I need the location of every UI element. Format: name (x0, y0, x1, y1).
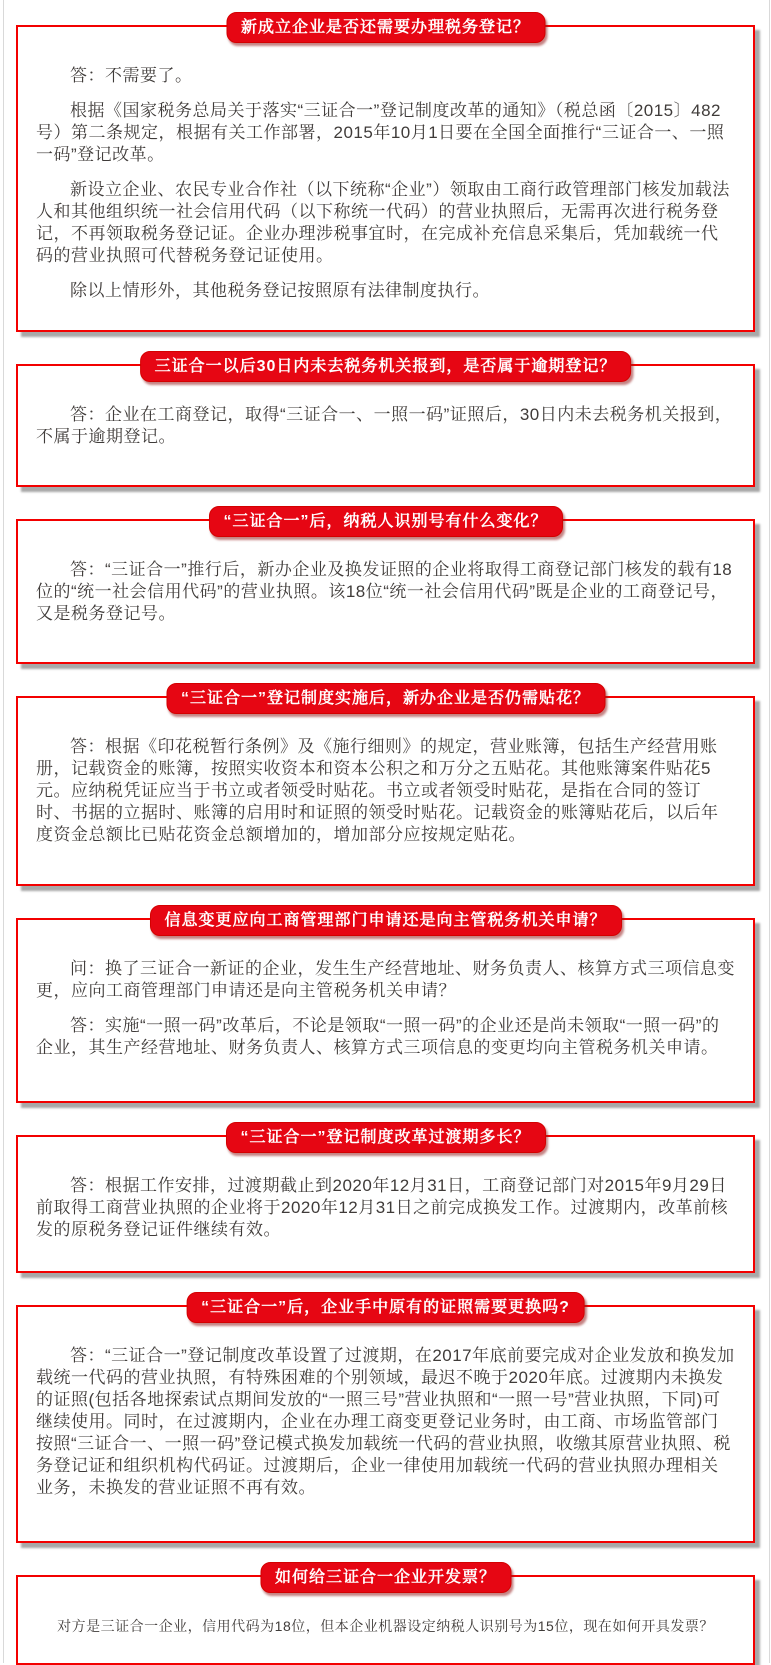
qa-paragraph: 根据《国家税务总局关于落实“三证合一”登记制度改革的通知》（税总函〔2015〕482号）第二条规定，根据有关工作部署，2015年10月1日要在全国全面推行“三证合一、一照一码”登记改革。 (36, 101, 725, 164)
qa-section-issue-invoice (16, 1569, 755, 1665)
section-body (36, 1345, 735, 1499)
qa-section-taxpayer-id-change (16, 513, 755, 664)
section-title-banner: “三证合一”后，纳税人识别号有什么变化？ (208, 506, 562, 537)
qa-section-info-change-authority (16, 912, 755, 1103)
qa-paragraph: 答：根据工作安排，过渡期截止到2020年12月31日，工商登记部门对2015年9月29日前取得工商营业执照的企业将于2020年12月31日之前完成换发工作。过渡期内，改革前核发的原税务登记证件继续有效。 (36, 1176, 729, 1239)
section-title-banner: 信息变更应向工商管理部门申请还是向主管税务机关申请？ (149, 905, 621, 936)
qa-section-new-company-tax-registration (16, 19, 755, 332)
qa-section-replace-old-licenses (16, 1299, 755, 1543)
qa-paragraph: 答：“三证合一”登记制度改革设置了过渡期，在2017年底前要完成对企业发放和换发加载统一代码的营业执照，有特殊困难的个别领域，最迟不晚于2020年底。过渡期内未换发的证照(包括各地探索试点期间发放的“一照三号”营业执照和“一照一号”营业执照，下同)可继续使用。同时，在过渡期内，企业在办理工商变更登记业务时，由工商、市场监管部门按照“三证合一、一照一码”登记模式换发加载统一代码的营业执照，收缴其原营业执照、税务登记证和组织机构代码证。过渡期后，企业一律使用加载统一代码的营业执照办理相关业务，未换发的营业证照不再有效。 (36, 1346, 735, 1497)
qa-paragraph: 答：实施“一照一码”改革后，不论是领取“一照一码”的企业还是尚未领取“一照一码”的企业，其生产经营地址、财务负责人、核算方式三项信息的变更均向主管税务机关申请。 (36, 1016, 720, 1057)
section-body (36, 404, 735, 448)
qa-section-30-days-overdue (16, 358, 755, 487)
section-title-banner: 如何给三证合一企业开发票？ (260, 1562, 511, 1593)
qa-paragraph: 答：“三证合一”推行后，新办企业及换发证照的企业将取得工商登记部门核发的载有18位的“统一社会信用代码”的营业执照。该18位“统一社会信用代码”既是企业的工商登记号，又是税务登记号。 (36, 560, 733, 623)
qa-section-transition-period-length (16, 1129, 755, 1273)
qa-section-stamp-duty (16, 690, 755, 886)
qa-paragraph: 对方是三证合一企业，信用代码为18位，但本企业机器设定纳税人识别号为15位，现在如何开具发票？ (57, 1618, 714, 1634)
section-title-banner: “三证合一”登记制度实施后，新办企业是否仍需贴花？ (166, 683, 605, 714)
section-title-banner: “三证合一”登记制度改革过渡期多长？ (225, 1122, 545, 1153)
section-body (36, 1175, 735, 1241)
section-body (36, 65, 735, 302)
section-body (36, 1615, 735, 1637)
section-body (36, 958, 735, 1059)
section-body (36, 736, 735, 846)
qa-paragraph: 新设立企业、农民专业合作社（以下统称“企业”）领取由工商行政管理部门核发加载法人和其他组织统一社会信用代码（以下称统一代码）的营业执照后，无需再次进行税务登记，不再领取税务登记证。企业办理涉税事宜时，在完成补充信息采集后，凭加载统一代码的营业执照可代替税务登记证使用。 (36, 180, 730, 265)
section-body (36, 559, 735, 625)
qa-paragraph: 问：换了三证合一新证的企业，发生生产经营地址、财务负责人、核算方式三项信息变更，应向工商管理部门申请还是向主管税务机关申请？ (36, 959, 735, 1000)
qa-paragraph: 除以上情形外，其他税务登记按照原有法律制度执行。 (70, 281, 490, 300)
qa-paragraph: 答：根据《印花税暂行条例》及《施行细则》的规定，营业账簿，包括生产经营用账册，记载资金的账簿，按照实收资本和资本公积之和万分之五贴花。其他账簿案件贴花5元。应纳税凭证应当于书立或者领受时贴花。书立或者领受时贴花，是指在合同的签订时、书据的立据时、账簿的启用时和证照的领受时贴花。记载资金的账簿贴花后，以后年度资金总额比已贴花资金总额增加的，增加部分应按规定贴花。 (36, 737, 719, 844)
section-title-banner: “三证合一”后，企业手中原有的证照需要更换吗? (186, 1292, 585, 1323)
qa-paragraph: 答：不需要了。 (70, 66, 193, 85)
section-title-banner: 新成立企业是否还需要办理税务登记？ (226, 12, 545, 43)
qa-paragraph: 答：企业在工商登记，取得“三证合一、一照一码”证照后，30日内未去税务机关报到，不属于逾期登记。 (36, 405, 733, 446)
section-title-banner: 三证合一以后30日内未去税务机关报到，是否属于逾期登记？ (140, 351, 632, 382)
